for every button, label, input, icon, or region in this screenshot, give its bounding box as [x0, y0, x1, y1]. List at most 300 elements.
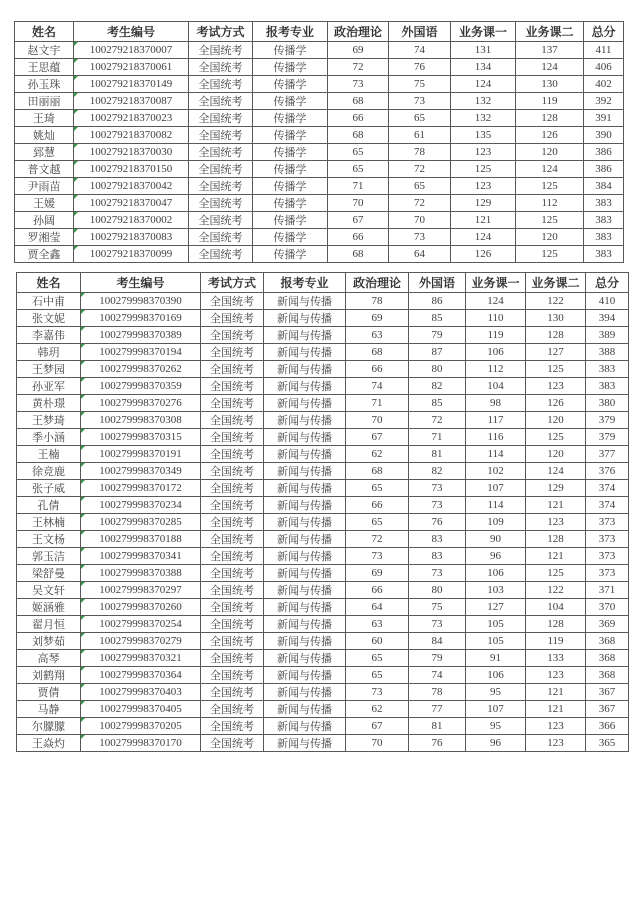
cell-flag-triangle-icon [81, 446, 85, 450]
candidate-id-cell: 100279998370234 [81, 497, 201, 514]
course1-score-cell: 91 [466, 650, 526, 667]
course1-score-cell: 131 [451, 42, 516, 59]
foreign-language-score-cell: 73 [389, 93, 451, 110]
total-score-cell: 379 [586, 412, 629, 429]
course2-score-cell: 122 [526, 582, 586, 599]
total-score-cell: 368 [586, 633, 629, 650]
major-cell: 新闻与传播 [264, 667, 346, 684]
score-table-communication-studies [14, 21, 624, 263]
total-score-cell: 376 [586, 463, 629, 480]
exam-method-cell: 全国统考 [201, 463, 264, 480]
politics-score-cell: 68 [346, 344, 409, 361]
total-score-cell: 383 [584, 212, 624, 229]
candidate-id-cell: 100279998370194 [81, 344, 201, 361]
name-cell: 王梦园 [17, 361, 81, 378]
course1-score-cell: 114 [466, 497, 526, 514]
candidate-id-cell: 100279998370276 [81, 395, 201, 412]
politics-score-cell: 72 [346, 531, 409, 548]
name-cell: 王楠 [17, 446, 81, 463]
exam-method-cell: 全国统考 [189, 161, 253, 178]
exam-method-cell: 全国统考 [189, 127, 253, 144]
course1-score-cell: 106 [466, 565, 526, 582]
name-cell: 尹雨苗 [15, 178, 74, 195]
column-header: 报考专业 [253, 22, 328, 42]
total-score-cell: 390 [584, 127, 624, 144]
course1-score-cell: 123 [451, 144, 516, 161]
politics-score-cell: 65 [328, 144, 389, 161]
major-cell: 新闻与传播 [264, 293, 346, 310]
exam-method-cell: 全国统考 [201, 701, 264, 718]
politics-score-cell: 69 [346, 565, 409, 582]
foreign-language-score-cell: 84 [409, 633, 466, 650]
course2-score-cell: 130 [526, 310, 586, 327]
table-row [15, 161, 624, 178]
total-score-cell: 373 [586, 514, 629, 531]
major-cell: 新闻与传播 [264, 446, 346, 463]
table-row [17, 514, 629, 531]
table-row [15, 93, 624, 110]
course1-score-cell: 107 [466, 480, 526, 497]
course2-score-cell: 125 [516, 212, 584, 229]
politics-score-cell: 65 [346, 667, 409, 684]
major-cell: 新闻与传播 [264, 463, 346, 480]
foreign-language-score-cell: 72 [409, 412, 466, 429]
major-cell: 传播学 [253, 246, 328, 263]
politics-score-cell: 66 [346, 582, 409, 599]
name-cell: 王林楠 [17, 514, 81, 531]
candidate-id-cell: 100279998370308 [81, 412, 201, 429]
politics-score-cell: 67 [346, 429, 409, 446]
table-row [17, 616, 629, 633]
major-cell: 新闻与传播 [264, 412, 346, 429]
name-cell: 尔朦朦 [17, 718, 81, 735]
cell-flag-triangle-icon [74, 195, 78, 199]
course1-score-cell: 105 [466, 616, 526, 633]
major-cell: 新闻与传播 [264, 497, 346, 514]
name-cell: 孙亚军 [17, 378, 81, 395]
table-row [17, 548, 629, 565]
cell-flag-triangle-icon [74, 110, 78, 114]
foreign-language-score-cell: 71 [409, 429, 466, 446]
exam-method-cell: 全国统考 [201, 667, 264, 684]
name-cell: 郭玉洁 [17, 548, 81, 565]
table-row [17, 633, 629, 650]
name-cell: 孔倩 [17, 497, 81, 514]
cell-flag-triangle-icon [81, 599, 85, 603]
table-row [17, 429, 629, 446]
foreign-language-score-cell: 74 [389, 42, 451, 59]
foreign-language-score-cell: 61 [389, 127, 451, 144]
candidate-id-cell: 100279998370388 [81, 565, 201, 582]
course1-score-cell: 102 [466, 463, 526, 480]
cell-flag-triangle-icon [81, 378, 85, 382]
politics-score-cell: 73 [328, 76, 389, 93]
exam-method-cell: 全国统考 [201, 293, 264, 310]
foreign-language-score-cell: 65 [389, 110, 451, 127]
politics-score-cell: 68 [328, 93, 389, 110]
table-row [17, 395, 629, 412]
politics-score-cell: 68 [346, 463, 409, 480]
foreign-language-score-cell: 73 [409, 565, 466, 582]
table-row [17, 667, 629, 684]
cell-flag-triangle-icon [74, 212, 78, 216]
exam-method-cell: 全国统考 [201, 412, 264, 429]
major-cell: 传播学 [253, 76, 328, 93]
exam-method-cell: 全国统考 [189, 195, 253, 212]
course2-score-cell: 128 [526, 531, 586, 548]
course1-score-cell: 124 [451, 229, 516, 246]
major-cell: 新闻与传播 [264, 718, 346, 735]
total-score-cell: 394 [586, 310, 629, 327]
table-row [15, 127, 624, 144]
total-score-cell: 373 [586, 548, 629, 565]
foreign-language-score-cell: 65 [389, 178, 451, 195]
major-cell: 新闻与传播 [264, 616, 346, 633]
major-cell: 新闻与传播 [264, 378, 346, 395]
course1-score-cell: 107 [466, 701, 526, 718]
column-header: 业务课二 [526, 273, 586, 293]
foreign-language-score-cell: 80 [409, 361, 466, 378]
candidate-id-cell: 100279218370061 [74, 59, 189, 76]
course2-score-cell: 119 [526, 633, 586, 650]
politics-score-cell: 69 [346, 310, 409, 327]
table-row [17, 684, 629, 701]
name-cell: 徐竞鹿 [17, 463, 81, 480]
cell-flag-triangle-icon [74, 59, 78, 63]
candidate-id-cell: 100279218370099 [74, 246, 189, 263]
course2-score-cell: 128 [526, 327, 586, 344]
name-cell: 韩玥 [17, 344, 81, 361]
exam-method-cell: 全国统考 [201, 480, 264, 497]
exam-method-cell: 全国统考 [201, 599, 264, 616]
name-cell: 王文杨 [17, 531, 81, 548]
course1-score-cell: 105 [466, 633, 526, 650]
course2-score-cell: 112 [516, 195, 584, 212]
course2-score-cell: 119 [516, 93, 584, 110]
foreign-language-score-cell: 81 [409, 718, 466, 735]
column-header: 总分 [584, 22, 624, 42]
column-header: 政治理论 [346, 273, 409, 293]
cell-flag-triangle-icon [81, 463, 85, 467]
exam-method-cell: 全国统考 [201, 548, 264, 565]
total-score-cell: 366 [586, 718, 629, 735]
table-row [15, 246, 624, 263]
course1-score-cell: 109 [466, 514, 526, 531]
name-cell: 刘梦茹 [17, 633, 81, 650]
exam-method-cell: 全国统考 [201, 310, 264, 327]
cell-flag-triangle-icon [81, 684, 85, 688]
candidate-id-cell: 100279998370169 [81, 310, 201, 327]
major-cell: 新闻与传播 [264, 344, 346, 361]
course1-score-cell: 132 [451, 110, 516, 127]
course1-score-cell: 117 [466, 412, 526, 429]
politics-score-cell: 64 [346, 599, 409, 616]
name-cell: 贾全鑫 [15, 246, 74, 263]
course1-score-cell: 119 [466, 327, 526, 344]
course2-score-cell: 128 [516, 110, 584, 127]
politics-score-cell: 73 [346, 684, 409, 701]
politics-score-cell: 67 [346, 718, 409, 735]
name-cell: 贾倩 [17, 684, 81, 701]
major-cell: 传播学 [253, 229, 328, 246]
foreign-language-score-cell: 83 [409, 548, 466, 565]
column-header: 总分 [586, 273, 629, 293]
course2-score-cell: 121 [526, 684, 586, 701]
table-row [17, 327, 629, 344]
politics-score-cell: 74 [346, 378, 409, 395]
course1-score-cell: 123 [451, 178, 516, 195]
major-cell: 新闻与传播 [264, 548, 346, 565]
course2-score-cell: 125 [516, 178, 584, 195]
cell-flag-triangle-icon [81, 582, 85, 586]
column-header: 报考专业 [264, 273, 346, 293]
name-cell: 马静 [17, 701, 81, 718]
cell-flag-triangle-icon [81, 293, 85, 297]
table-row [17, 480, 629, 497]
exam-method-cell: 全国统考 [201, 395, 264, 412]
table-row [15, 59, 624, 76]
politics-score-cell: 78 [346, 293, 409, 310]
foreign-language-score-cell: 70 [389, 212, 451, 229]
exam-method-cell: 全国统考 [201, 327, 264, 344]
candidate-id-cell: 100279998370205 [81, 718, 201, 735]
table-row [17, 718, 629, 735]
name-cell: 高琴 [17, 650, 81, 667]
total-score-cell: 370 [586, 599, 629, 616]
candidate-id-cell: 100279998370390 [81, 293, 201, 310]
total-score-cell: 365 [586, 735, 629, 752]
foreign-language-score-cell: 79 [409, 327, 466, 344]
major-cell: 传播学 [253, 144, 328, 161]
course1-score-cell: 98 [466, 395, 526, 412]
cell-flag-triangle-icon [74, 42, 78, 46]
course1-score-cell: 114 [466, 446, 526, 463]
table-row [17, 361, 629, 378]
major-cell: 新闻与传播 [264, 633, 346, 650]
total-score-cell: 374 [586, 480, 629, 497]
course2-score-cell: 128 [526, 616, 586, 633]
course1-score-cell: 132 [451, 93, 516, 110]
total-score-cell: 383 [584, 229, 624, 246]
candidate-id-cell: 100279218370042 [74, 178, 189, 195]
candidate-id-cell: 100279998370315 [81, 429, 201, 446]
course2-score-cell: 124 [526, 463, 586, 480]
table-row [17, 599, 629, 616]
cell-flag-triangle-icon [74, 127, 78, 131]
course1-score-cell: 116 [466, 429, 526, 446]
column-header: 外国语 [409, 273, 466, 293]
foreign-language-score-cell: 86 [409, 293, 466, 310]
politics-score-cell: 68 [328, 246, 389, 263]
candidate-id-cell: 100279218370023 [74, 110, 189, 127]
politics-score-cell: 65 [328, 161, 389, 178]
name-cell: 孙玉珠 [15, 76, 74, 93]
foreign-language-score-cell: 82 [409, 463, 466, 480]
candidate-id-cell: 100279218370149 [74, 76, 189, 93]
politics-score-cell: 63 [346, 327, 409, 344]
candidate-id-cell: 100279998370405 [81, 701, 201, 718]
major-cell: 新闻与传播 [264, 650, 346, 667]
cell-flag-triangle-icon [81, 412, 85, 416]
candidate-id-cell: 100279218370007 [74, 42, 189, 59]
name-cell: 王媛 [15, 195, 74, 212]
column-header: 业务课一 [466, 273, 526, 293]
table-row [15, 212, 624, 229]
course1-score-cell: 121 [451, 212, 516, 229]
exam-method-cell: 全国统考 [189, 178, 253, 195]
name-cell: 黄朴璟 [17, 395, 81, 412]
course2-score-cell: 125 [526, 361, 586, 378]
cell-flag-triangle-icon [81, 718, 85, 722]
column-header: 政治理论 [328, 22, 389, 42]
candidate-id-cell: 100279218370087 [74, 93, 189, 110]
course2-score-cell: 124 [516, 59, 584, 76]
course1-score-cell: 96 [466, 735, 526, 752]
major-cell: 传播学 [253, 178, 328, 195]
candidate-id-cell: 100279218370083 [74, 229, 189, 246]
foreign-language-score-cell: 75 [389, 76, 451, 93]
cell-flag-triangle-icon [81, 429, 85, 433]
column-header: 考生编号 [81, 273, 201, 293]
name-cell: 田丽丽 [15, 93, 74, 110]
course2-score-cell: 121 [526, 548, 586, 565]
politics-score-cell: 65 [346, 480, 409, 497]
course2-score-cell: 121 [526, 701, 586, 718]
foreign-language-score-cell: 77 [409, 701, 466, 718]
total-score-cell: 367 [586, 701, 629, 718]
header-row [15, 22, 624, 42]
candidate-id-cell: 100279998370260 [81, 599, 201, 616]
name-cell: 石中甫 [17, 293, 81, 310]
column-header: 外国语 [389, 22, 451, 42]
course1-score-cell: 96 [466, 548, 526, 565]
foreign-language-score-cell: 64 [389, 246, 451, 263]
exam-method-cell: 全国统考 [189, 246, 253, 263]
cell-flag-triangle-icon [81, 735, 85, 739]
total-score-cell: 386 [584, 144, 624, 161]
total-score-cell: 402 [584, 76, 624, 93]
candidate-id-cell: 100279998370364 [81, 667, 201, 684]
cell-flag-triangle-icon [81, 514, 85, 518]
candidate-id-cell: 100279218370150 [74, 161, 189, 178]
cell-flag-triangle-icon [81, 548, 85, 552]
exam-method-cell: 全国统考 [189, 42, 253, 59]
course2-score-cell: 126 [526, 395, 586, 412]
politics-score-cell: 62 [346, 701, 409, 718]
politics-score-cell: 70 [328, 195, 389, 212]
cell-flag-triangle-icon [81, 531, 85, 535]
foreign-language-score-cell: 73 [389, 229, 451, 246]
cell-flag-triangle-icon [81, 310, 85, 314]
politics-score-cell: 65 [346, 650, 409, 667]
total-score-cell: 373 [586, 531, 629, 548]
major-cell: 传播学 [253, 127, 328, 144]
exam-method-cell: 全国统考 [201, 735, 264, 752]
name-cell: 罗湘莹 [15, 229, 74, 246]
politics-score-cell: 60 [346, 633, 409, 650]
candidate-id-cell: 100279998370389 [81, 327, 201, 344]
total-score-cell: 368 [586, 650, 629, 667]
politics-score-cell: 66 [346, 497, 409, 514]
course1-score-cell: 104 [466, 378, 526, 395]
exam-method-cell: 全国统考 [201, 531, 264, 548]
course1-score-cell: 125 [451, 161, 516, 178]
politics-score-cell: 71 [346, 395, 409, 412]
course1-score-cell: 135 [451, 127, 516, 144]
course1-score-cell: 103 [466, 582, 526, 599]
foreign-language-score-cell: 78 [409, 684, 466, 701]
politics-score-cell: 69 [328, 42, 389, 59]
foreign-language-score-cell: 75 [409, 599, 466, 616]
name-cell: 张子威 [17, 480, 81, 497]
total-score-cell: 391 [584, 110, 624, 127]
name-cell: 梁舒曼 [17, 565, 81, 582]
foreign-language-score-cell: 83 [409, 531, 466, 548]
candidate-id-cell: 100279998370191 [81, 446, 201, 463]
major-cell: 新闻与传播 [264, 514, 346, 531]
name-cell: 刘鹤翔 [17, 667, 81, 684]
total-score-cell: 383 [584, 246, 624, 263]
column-header: 姓名 [17, 273, 81, 293]
name-cell: 王思蕴 [15, 59, 74, 76]
table-row [17, 735, 629, 752]
candidate-id-cell: 100279218370082 [74, 127, 189, 144]
table-row [17, 582, 629, 599]
candidate-id-cell: 100279998370321 [81, 650, 201, 667]
column-header: 业务课二 [516, 22, 584, 42]
foreign-language-score-cell: 72 [389, 195, 451, 212]
politics-score-cell: 65 [346, 514, 409, 531]
cell-flag-triangle-icon [74, 229, 78, 233]
course2-score-cell: 133 [526, 650, 586, 667]
course2-score-cell: 123 [526, 718, 586, 735]
course1-score-cell: 124 [451, 76, 516, 93]
exam-method-cell: 全国统考 [201, 718, 264, 735]
major-cell: 新闻与传播 [264, 599, 346, 616]
table-row [17, 378, 629, 395]
course2-score-cell: 120 [516, 229, 584, 246]
course2-score-cell: 125 [516, 246, 584, 263]
foreign-language-score-cell: 72 [389, 161, 451, 178]
table-row [17, 446, 629, 463]
candidate-id-cell: 100279998370297 [81, 582, 201, 599]
score-table-journalism-communication [16, 272, 629, 752]
exam-method-cell: 全国统考 [189, 93, 253, 110]
name-cell: 孙阔 [15, 212, 74, 229]
major-cell: 新闻与传播 [264, 735, 346, 752]
course2-score-cell: 120 [516, 144, 584, 161]
name-cell: 季小涵 [17, 429, 81, 446]
politics-score-cell: 67 [328, 212, 389, 229]
candidate-id-cell: 100279998370172 [81, 480, 201, 497]
total-score-cell: 371 [586, 582, 629, 599]
politics-score-cell: 66 [328, 110, 389, 127]
total-score-cell: 410 [586, 293, 629, 310]
course2-score-cell: 126 [516, 127, 584, 144]
total-score-cell: 406 [584, 59, 624, 76]
table-row [17, 497, 629, 514]
name-cell: 赵文宇 [15, 42, 74, 59]
name-cell: 姚灿 [15, 127, 74, 144]
name-cell: 姬涵雅 [17, 599, 81, 616]
exam-method-cell: 全国统考 [201, 361, 264, 378]
cell-flag-triangle-icon [74, 178, 78, 182]
name-cell: 王焱灼 [17, 735, 81, 752]
course1-score-cell: 106 [466, 667, 526, 684]
politics-score-cell: 70 [346, 412, 409, 429]
exam-method-cell: 全国统考 [189, 76, 253, 93]
course1-score-cell: 110 [466, 310, 526, 327]
